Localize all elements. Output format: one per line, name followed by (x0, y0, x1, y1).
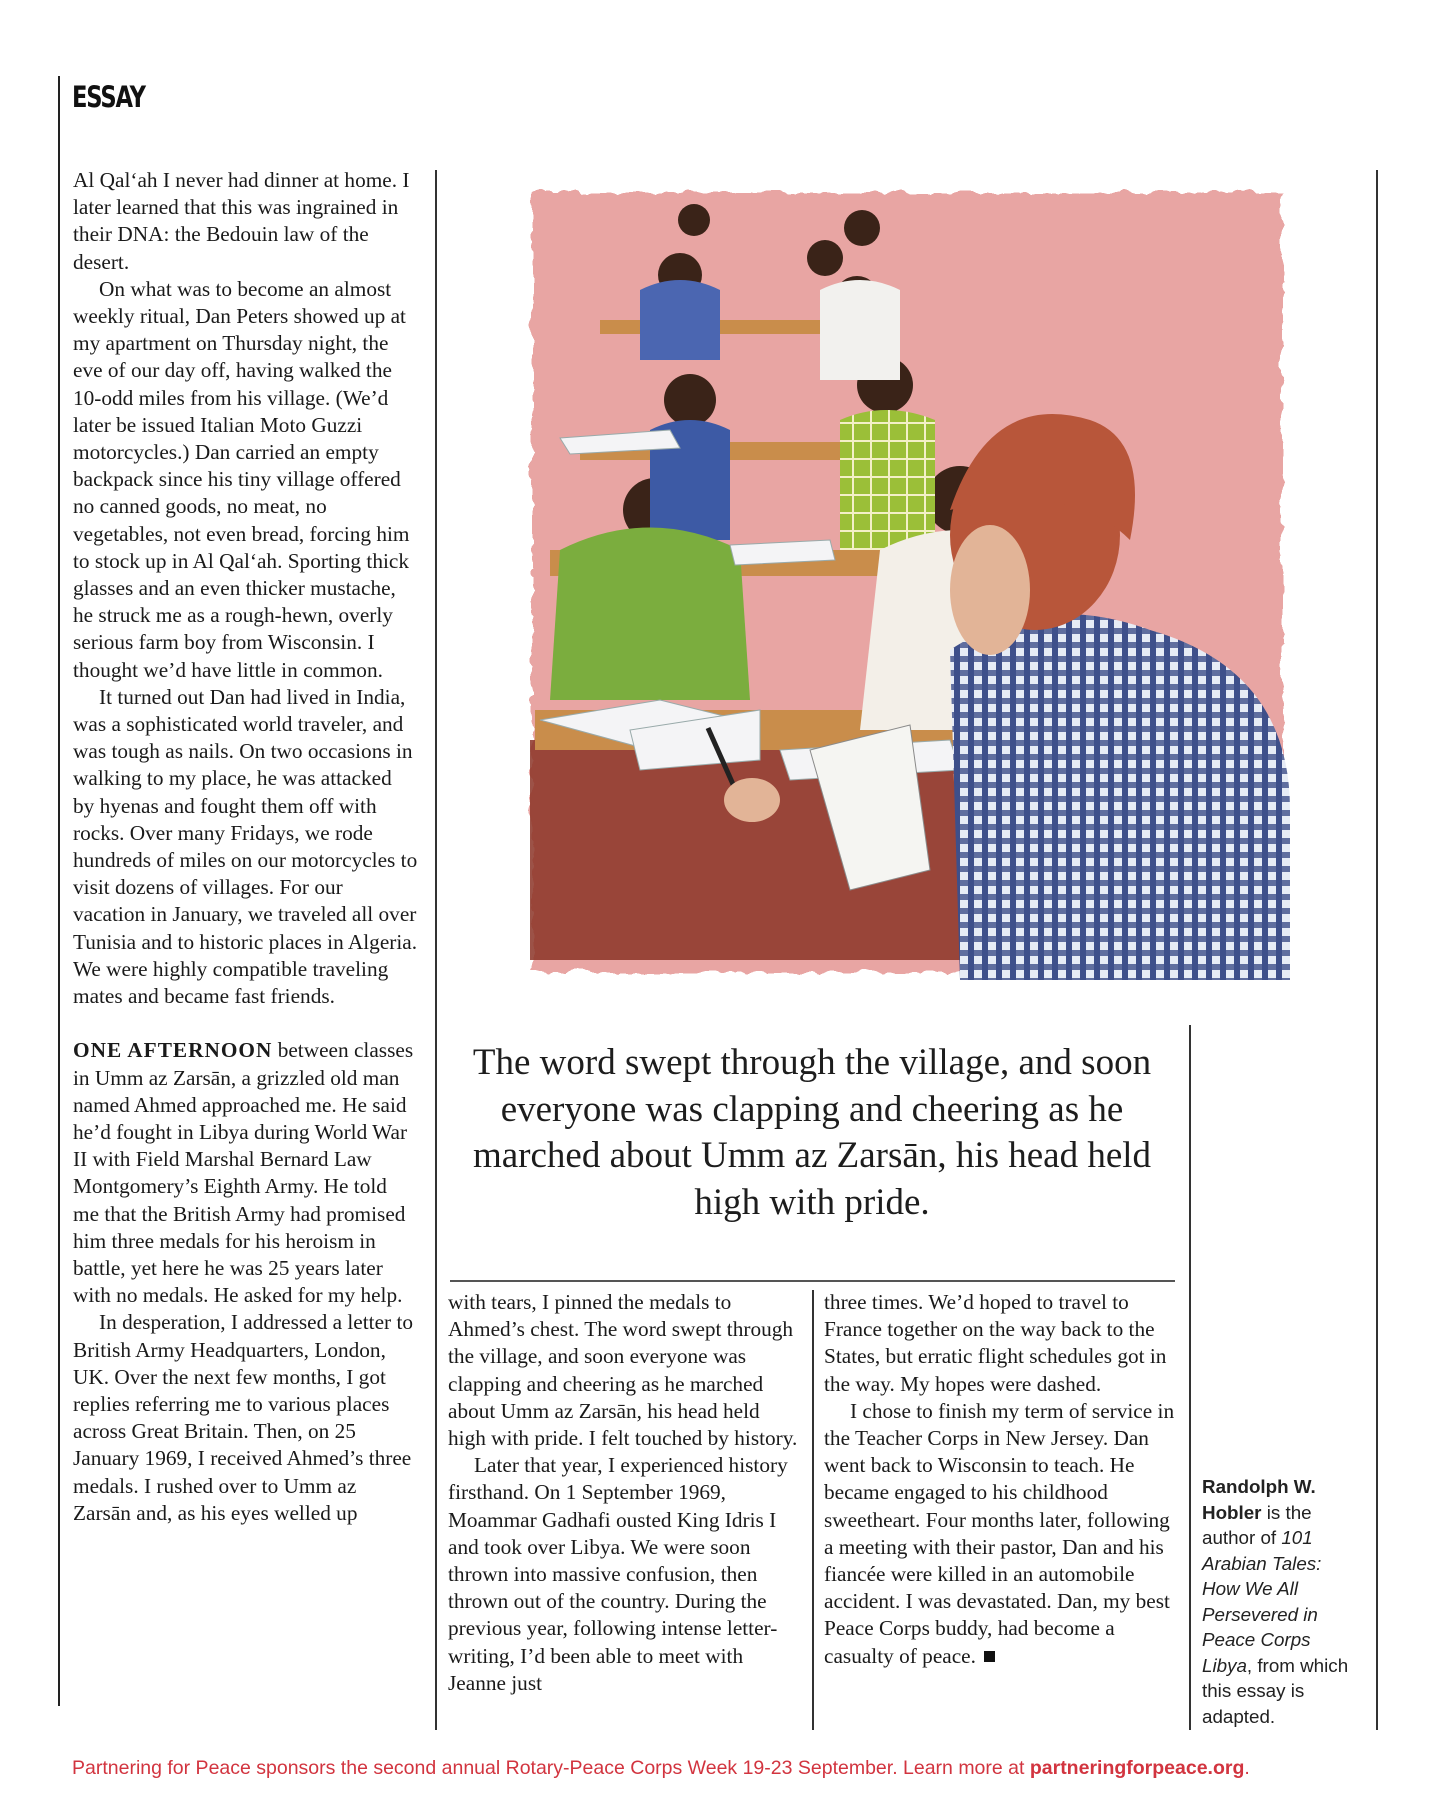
footer-text: Partnering for Peace sponsors the second annual Rotary-Peace Corps Week 19-23 September. Learn more at (72, 1757, 1030, 1779)
col1-paragraph-3: It turned out Dan had lived in India, was a sophisticated world traveler, and was tough as nails. On two occasions in walking to my place, he was attacked by hyenas and fought them off with rocks. Over many Fridays, we rode hundreds of miles on our motorcycles to visit dozens of villages. For our vacation in January, we traveled all over Tunisia and to historic places in Algeria. We were highly compatible traveling mates and became fast friends. (73, 684, 418, 1009)
pull-quote: The word swept through the village, and soon everyone was clapping and cheering as he marched about Umm az Zarsān, his head held high with pride. (472, 1042, 1152, 1223)
column-2 (448, 1289, 800, 1697)
col1-paragraph-4-text: between classes in Umm az Zarsān, a grizzled old man named Ahmed approached me. He said he’d fought in Libya during World War II with Field Marshal Bernard Law Montgomery’s Eighth Army. He told me that the British Army had promised him three medals for his heroism in battle, yet here he was 25 years later with no medals. He asked for my help. (73, 1038, 414, 1308)
classroom-illustration (520, 180, 1290, 980)
col3-paragraph-1: three times. We’d hoped to travel to France together on the way back to the States, but erratic flight schedules got in the way. My hopes were dashed. (824, 1290, 1167, 1396)
column-divider-3 (1189, 1025, 1191, 1730)
end-mark-icon (984, 1651, 995, 1662)
col1-paragraph-5: In desperation, I addressed a letter to British Army Headquarters, London, UK. Over the next few months, I got replies referring me to various places across Great Britain. Then, on 25 January 1969, I received Ahmed’s three medals. I rushed over to Umm az Zarsān and, as his eyes welled up (73, 1310, 414, 1525)
col1-paragraph-4 (73, 1037, 418, 1309)
footer-promo (72, 1757, 1250, 1780)
column-divider-1 (435, 170, 437, 1730)
left-margin-rule (58, 76, 60, 1706)
bio-text-2: , from which this essay is adapted. (1202, 1654, 1349, 1727)
book-title: 101 Arabian Tales: How We All Persevered in Peace Corps Libya (1202, 1527, 1322, 1676)
right-margin-rule (1376, 170, 1378, 1730)
pull-quote-rule (450, 1280, 1175, 1282)
column-divider-2 (812, 1290, 814, 1730)
footer-end: . (1244, 1757, 1250, 1779)
run-in-heading: ONE AFTERNOON (73, 1038, 273, 1063)
col1-paragraph-2: On what was to become an almost weekly ritual, Dan Peters showed up at my apartment on Thursday night, the eve of our day off, having walked the 10-odd miles from his village. (We’d later be issued Italian Moto Guzzi motorcycles.) Dan carried an empty backpack since his tiny village offered no canned goods, no meat, no vegetables, not even bread, forcing him to stock up in Al Qal‘ah. Sporting thick glasses and an even thicker mustache, he struck me as a rough-hewn, overly serious farm boy from Wisconsin. I thought we’d have little in common. (73, 276, 410, 682)
footer-link[interactable]: partneringforpeace.org (1029, 1757, 1245, 1779)
author-bio (1202, 1474, 1362, 1729)
col2-paragraph-1: with tears, I pinned the medals to Ahmed’s chest. The word swept through the village, and soon everyone was clapping and cheering as he marched about Umm az Zarsān, his head held high with pride. I felt touched by history. (448, 1290, 798, 1451)
author-name: Randolph W. Hobler (1202, 1476, 1316, 1523)
bio-text-1: is the author of (1202, 1501, 1312, 1548)
col3-paragraph-2-text: I chose to finish my term of service in the Teacher Corps in New Jersey. Dan went back to Wisconsin to teach. He became engaged to his childhood sweetheart. Four months later, following a meeting with their pastor, Dan and his fiancée were killed in an automobile accident. I was devastated. Dan, my best Peace Corps buddy, had become a casualty of peace. (824, 1398, 1175, 1668)
section-label: ESSAY (72, 80, 145, 114)
col1-paragraph-1: Al Qal‘ah I never had dinner at home. I later learned that this was ingrained in their DNA: the Bedouin law of the desert. (73, 168, 410, 274)
col3-paragraph-2 (824, 1398, 1176, 1670)
column-1 (73, 167, 418, 1527)
column-3 (824, 1289, 1176, 1670)
col2-paragraph-2: Later that year, I experienced history firsthand. On 1 September 1969, Moammar Gadhafi ousted King Idris I and took over Libya. We were soon thrown into massive confusion, then thrown out of the country. During the previous year, following intense letter-writing, I’d been able to meet with Jeanne just (448, 1453, 788, 1695)
